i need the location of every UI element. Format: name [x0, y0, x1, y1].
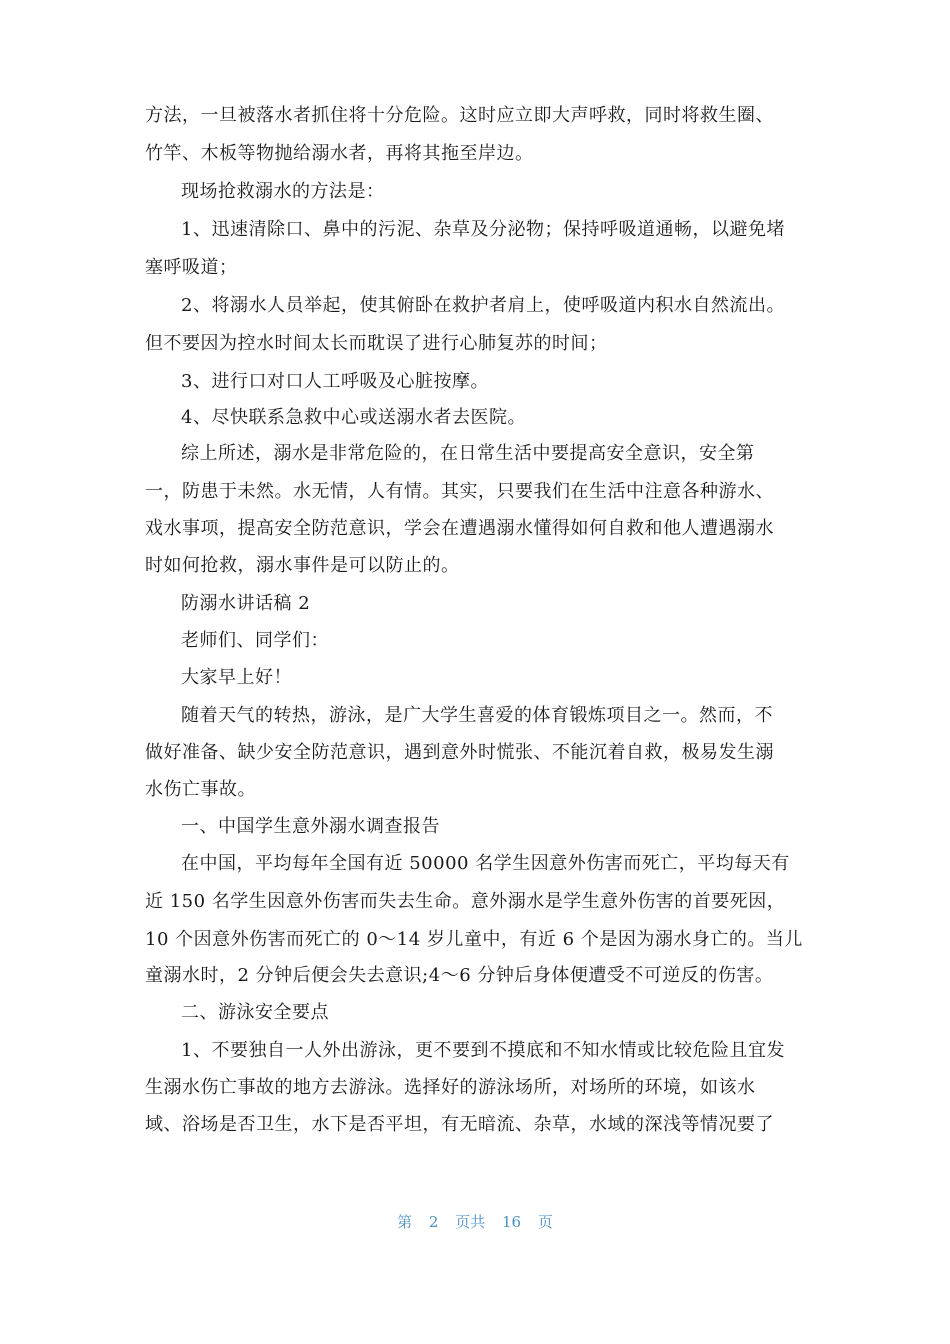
text-line: 现场抢救溺水的方法是：: [181, 181, 385, 202]
text-line: 近 150 名学生因意外伤害而失去生命。意外溺水是学生意外伤害的首要死因，: [145, 891, 786, 912]
text-line: 10 个因意外伤害而死亡的 0～14 岁儿童中，有近 6 个是因为溺水身亡的。当儿: [145, 929, 803, 950]
page-footer: [0, 1212, 950, 1232]
text-line: 3、进行口对口人工呼吸及心脏按摩。: [181, 371, 489, 392]
text-line: 4、尽快联系急救中心或送溺水者去医院。: [181, 407, 526, 428]
text-line: 综上所述，溺水是非常危险的，在日常生活中要提高安全意识，安全第: [181, 443, 755, 464]
text-line: 1、不要独自一人外出游泳，更不要到不摸底和不知水情或比较危险且宜发: [181, 1040, 785, 1061]
section-title: 防溺水讲话稿 2: [181, 593, 311, 614]
text-line: 塞呼吸道；: [145, 257, 238, 278]
text-line: 但不要因为控水时间太长而耽误了进行心肺复苏的时间；: [145, 333, 608, 354]
text-line: 随着天气的转热，游泳，是广大学生喜爱的体育锻炼项目之一。然而，不: [181, 705, 773, 726]
text-line: 童溺水时，2 分钟后便会失去意识;4～6 分钟后身体便遭受不可逆反的伤害。: [145, 965, 774, 986]
text-line: 老师们、同学们：: [181, 630, 329, 651]
text-line: 域、浴场是否卫生，水下是否平坦，有无暗流、杂草，水域的深浅等情况要了: [145, 1114, 774, 1135]
text-line: 竹竿、木板等物抛给溺水者，再将其拖至岸边。: [145, 143, 534, 164]
footer-suffix: 页: [537, 1213, 553, 1231]
text-line: 2、将溺水人员举起，使其俯卧在救护者肩上，使呼吸道内积水自然流出。: [181, 295, 785, 316]
footer-prefix: 第: [397, 1213, 413, 1231]
footer-middle: 页共: [455, 1213, 486, 1231]
text-line: 在中国，平均每年全国有近 50000 名学生因意外伤害而死亡，平均每天有: [181, 853, 790, 874]
text-line: 生溺水伤亡事故的地方去游泳。选择好的游泳场所，对场所的环境，如该水: [145, 1077, 756, 1098]
footer-page-number: 2: [428, 1213, 439, 1231]
text-line: 戏水事项，提高安全防范意识，学会在遭遇溺水懂得如何自救和他人遭遇溺水: [145, 518, 774, 539]
footer-total-pages: 16: [502, 1213, 522, 1231]
text-line: 水伤亡事故。: [145, 779, 256, 800]
text-line: 大家早上好！: [181, 667, 292, 688]
text-line: 一，防患于未然。水无情，人有情。其实，只要我们在生活中注意各种游水、: [145, 481, 774, 502]
text-line: 1、迅速清除口、鼻中的污泥、杂草及分泌物；保持呼吸道通畅，以避免堵: [181, 219, 785, 240]
text-line: 方法，一旦被落水者抓住将十分危险。这时应立即大声呼救，同时将救生圈、: [145, 105, 774, 126]
text-line: 时如何抢救，溺水事件是可以防止的。: [145, 555, 460, 576]
section-heading: 一、中国学生意外溺水调查报告: [181, 816, 440, 837]
text-line: 做好准备、缺少安全防范意识，遇到意外时慌张、不能沉着自救，极易发生溺: [145, 742, 774, 763]
section-heading: 二、游泳安全要点: [181, 1002, 329, 1023]
